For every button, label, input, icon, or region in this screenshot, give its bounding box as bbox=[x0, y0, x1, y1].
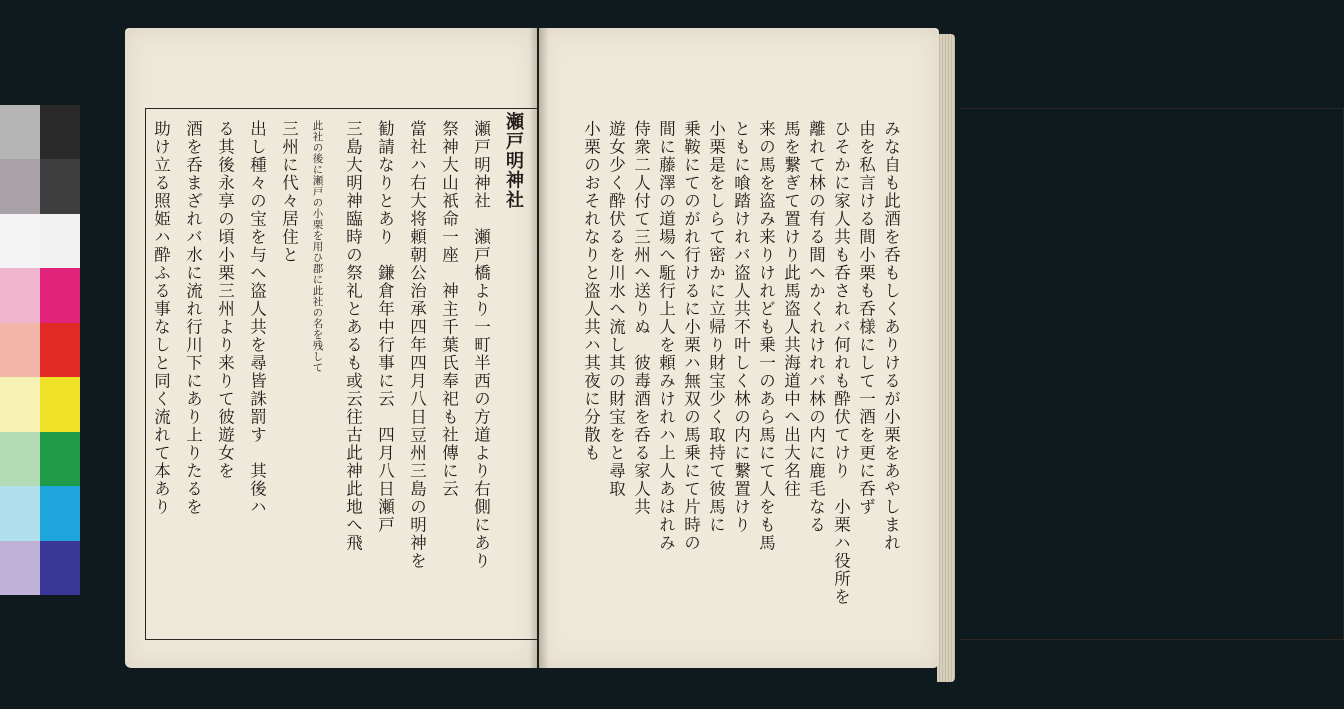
left-text-column: る其後永享の頃小栗三州より来りて彼遊女を bbox=[215, 120, 235, 480]
color-patch bbox=[0, 214, 40, 268]
color-patch bbox=[40, 323, 80, 377]
right-text-column: 乗鞍にてのがれ行けるに小栗ハ無双の馬乗にて片時の bbox=[681, 120, 701, 552]
right-text-column: 馬を繋ぎて置けり此馬盗人共海道中へ出大名往 bbox=[781, 120, 801, 498]
color-patch bbox=[40, 268, 80, 322]
left-text-column: 三島大明神臨時の祭礼とあるも或云往古此神此地へ飛 bbox=[343, 120, 363, 552]
right-text-column: 間に藤澤の道場へ駈行上人を頼みけれハ上人あはれみ bbox=[656, 120, 676, 552]
left-text-column: 瀬戸明神社 瀬戸橋より一町半西の方道より右側にあり bbox=[471, 120, 491, 570]
color-patch bbox=[0, 268, 40, 322]
left-text-column: 瀬戸明神社 bbox=[503, 112, 524, 210]
right-page-border bbox=[959, 108, 1344, 640]
color-checker-strip bbox=[0, 105, 80, 595]
color-patch bbox=[0, 432, 40, 486]
right-text-column: みな自も此酒を呑もしくありけるが小栗をあやしまれ bbox=[881, 120, 901, 552]
left-text-column: 出し種々の宝を与へ盗人共を尋皆誅罰す 其後ハ bbox=[247, 120, 267, 516]
color-patch bbox=[40, 105, 80, 159]
color-patch bbox=[0, 486, 40, 540]
right-text-column: ともに喰踏けれバ盗人共不叶しく林の内に繋置けり bbox=[731, 120, 751, 534]
right-text-column: 侍衆二人付て三州へ送りぬ 彼毒酒を呑る家人共 bbox=[631, 120, 651, 516]
right-text-column: 小栗是をしらて密かに立帰り財宝少く取持て彼馬に bbox=[706, 120, 726, 534]
right-text-column: 離れて林の有る間へかくれけれバ林の内に鹿毛なる bbox=[806, 120, 826, 534]
left-text-column: 三州に代々居住と bbox=[279, 120, 299, 264]
left-text-column: 當社ハ右大将頼朝公治承四年四月八日豆州三島の明神を bbox=[407, 120, 427, 570]
color-patch bbox=[40, 159, 80, 213]
book-gutter bbox=[529, 28, 549, 668]
right-text-column: ひそかに家人共も呑されバ何れも酔伏てけり 小栗ハ役所を bbox=[831, 120, 851, 606]
left-text-column: 助け立る照姫ハ酔ふる事なしと同く流れて本あり bbox=[151, 120, 171, 516]
color-patch bbox=[40, 486, 80, 540]
left-text-column: 勧請なりとあり 鎌倉年中行事に云 四月八日瀬戸 bbox=[375, 120, 395, 534]
color-patch bbox=[40, 214, 80, 268]
color-patch bbox=[0, 323, 40, 377]
color-patch bbox=[0, 159, 40, 213]
right-text-column: 来の馬を盗み来りけれども乗一のあら馬にて人をも馬 bbox=[756, 120, 776, 552]
left-text-column: 祭神大山祇命一座 神主千葉氏奉祀も社傳に云 bbox=[439, 120, 459, 498]
right-text-column: 遊女少く酔伏るを川水へ流し其の財宝をと尋取 bbox=[606, 120, 626, 498]
color-patch bbox=[40, 377, 80, 431]
color-patch bbox=[40, 541, 80, 595]
right-text-column: 小栗のおそれなりと盗人共ハ其夜に分散も bbox=[581, 120, 601, 462]
color-patch bbox=[40, 432, 80, 486]
right-text-column: 由を私言ける間小栗も呑様にして一酒を更に呑ず bbox=[856, 120, 876, 516]
left-text-column: 此社の後に瀬戸の小栗を用ひ郡に此社の名を残して bbox=[311, 120, 324, 373]
left-text-column: 酒を呑まざれバ水に流れ行川下にあり上りたるを bbox=[183, 120, 203, 516]
page-edge-stack bbox=[937, 34, 955, 682]
color-patch bbox=[0, 541, 40, 595]
color-patch bbox=[0, 105, 40, 159]
color-patch bbox=[0, 377, 40, 431]
